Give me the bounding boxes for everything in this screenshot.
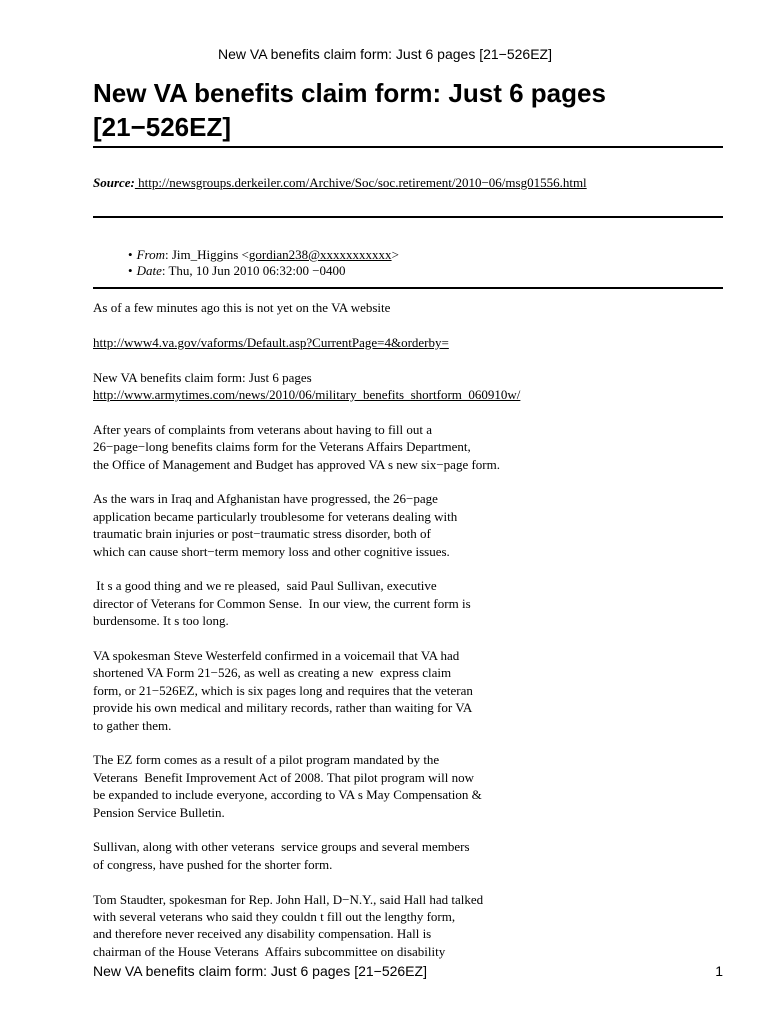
from-name: : Jim_Higgins <: [164, 247, 249, 262]
body-paragraph: As the wars in Iraq and Afghanistan have progressed, the 26−page application became particularly troublesome for veterans dealing with traumatic brain injuries or post−traumatic stress disorder, both of which can cause short−term memory loss and other cognitive issues.: [93, 491, 458, 559]
from-end: >: [391, 247, 399, 262]
body-paragraph: Sullivan, along with other veterans service groups and several members of congress, have pushed for the shorter form.: [93, 839, 470, 872]
meta-date: [128, 263, 399, 279]
running-header: New VA benefits claim form: Just 6 pages [21−526EZ]: [218, 46, 552, 62]
date-value: : Thu, 10 Jun 2010 06:32:00 −0400: [161, 263, 346, 278]
title-divider: [93, 146, 723, 148]
meta-divider: [93, 287, 723, 289]
page-number: 1: [715, 963, 723, 979]
source-divider: [93, 216, 723, 218]
armytimes-link[interactable]: http://www.armytimes.com/news/2010/06/military_benefits_shortform_060910w/: [93, 387, 521, 402]
source-line: [93, 175, 587, 191]
source-link[interactable]: http://newsgroups.derkeiler.com/Archive/Soc/soc.retirement/2010−06/msg01556.html: [134, 175, 587, 190]
body-paragraph: Tom Staudter, spokesman for Rep. John Hall, D−N.Y., said Hall had talked with several veterans who said they couldn t fill out the lengthy form, and therefore never received any disability compensation. Hall is chairman of the House Veterans Affairs subcommittee on disability: [93, 891, 484, 959]
body-paragraph: After years of complaints from veterans about having to fill out a 26−page−long benefits claims form for the Veterans Affairs Department, the Office of Management and Budget has approved VA s new six−page form.: [93, 421, 500, 472]
title-line-1: New VA benefits claim form: Just 6 pages: [93, 78, 606, 108]
title-line-2: [21−526EZ]: [93, 112, 232, 142]
page-footer: [93, 963, 723, 979]
message-body: [93, 299, 723, 978]
body-paragraph: As of a few minutes ago this is not yet on the VA website: [93, 300, 391, 315]
from-label: From: [136, 247, 165, 262]
from-email-link[interactable]: gordian238@xxxxxxxxxxx: [248, 247, 392, 262]
source-label: Source:: [93, 175, 135, 190]
body-paragraph: VA spokesman Steve Westerfeld confirmed in a voicemail that VA had shortened VA Form 21−526, as well as creating a new express claim form, or 21−526EZ, which is six pages long and requires that the veteran provide his own medical and military records, rather than waiting for VA to gather them.: [93, 648, 473, 733]
message-meta-list: [128, 247, 399, 279]
article-title: New VA benefits claim form: Just 6 pages: [93, 369, 312, 385]
va-forms-paragraph: [93, 334, 723, 351]
page-title: [93, 76, 733, 144]
body-paragraph: The EZ form comes as a result of a pilot program mandated by the Veterans Benefit Improvement Act of 2008. That pilot program will now be expanded to include everyone, according to VA s May Compensation & Pension Service Bulletin.: [93, 752, 482, 820]
body-paragraph: It s a good thing and we re pleased, said Paul Sullivan, executive director of Veterans for Common Sense. In our view, the current form is burdensome. It s too long.: [93, 578, 471, 629]
date-label: Date: [136, 263, 162, 278]
va-forms-link[interactable]: http://www4.va.gov/vaforms/Default.asp?CurrentPage=4&orderby=: [93, 334, 449, 350]
footer-title: New VA benefits claim form: Just 6 pages [21−526EZ]: [93, 963, 427, 979]
article-reference: [93, 369, 723, 404]
meta-from: [128, 247, 399, 263]
